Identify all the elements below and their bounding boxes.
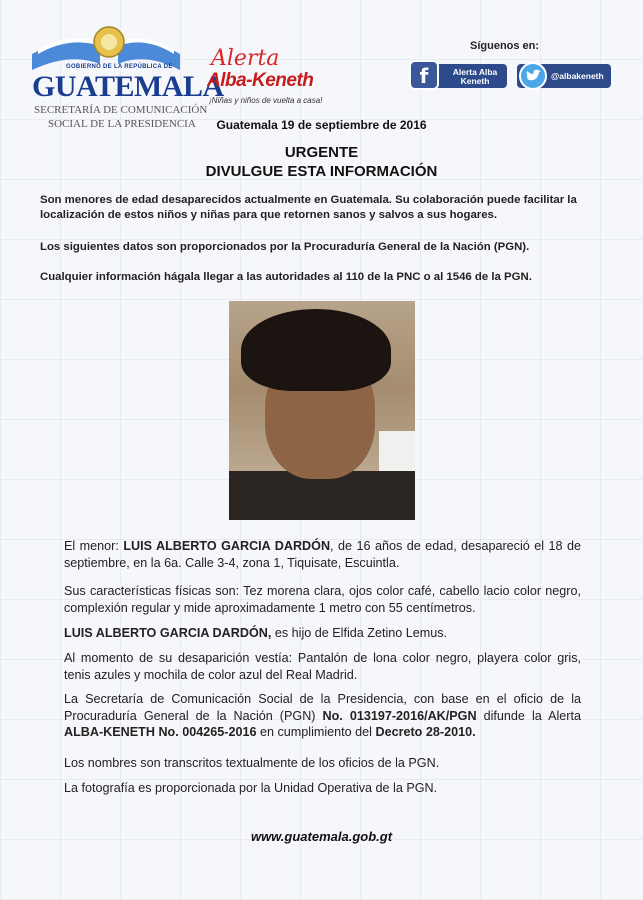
missing-person-name: LUIS ALBERTO GARCIA DARDÓN (123, 539, 331, 553)
logo-guatemala-text: GUATEMALA (32, 70, 224, 103)
facebook-label: Alerta Alba Keneth (452, 67, 498, 86)
report-paragraph-5: La Secretaría de Comunicación Social de la Presidencia, con base en el oficio de la Procuraduría General de la Nación (PGN) No. 013197-2016/AK/PGN difunde la Alerta ALBA-KENETH No. 004265-2016 en cumplimiento del Decreto 28-2010. (64, 692, 581, 739)
oficio-number: No. 013197-2016/AK/PGN (322, 708, 477, 723)
missing-person-photo (229, 301, 415, 520)
divulgue-line: DIVULGUE ESTA INFORMACIÓN (205, 163, 438, 180)
facebook-icon: f (409, 60, 439, 90)
urgent-line: URGENTE (284, 144, 359, 161)
logo-secretaria-line2: SOCIAL DE LA PRESIDENCIA (48, 118, 196, 130)
report-paragraph-2: Sus características físicas son: Tez morena clara, ojos color café, cabello lacio color negro, complexión regular y mide aproximadamente 1 metro con 55 centímetros. (64, 584, 581, 615)
report-paragraph-3: LUIS ALBERTO GARCIA DARDÓN, es hijo de Elfida Zetino Lemus. (64, 626, 448, 640)
alerta-name: Alba-Keneth (207, 70, 314, 91)
alerta-word: Alerta (211, 46, 280, 71)
urgent-heading (0, 143, 643, 181)
decreto-number: Decreto 28-2010. (375, 725, 476, 739)
report-date: Guatemala 19 de septiembre de 2016 (216, 118, 427, 132)
alerta-alba-keneth-logo (207, 46, 337, 110)
report-paragraph-7: La fotografía es proporcionada por la Unidad Operativa de la PGN. (64, 781, 438, 795)
twitter-link[interactable] (517, 64, 611, 88)
report-paragraph-1: El menor: LUIS ALBERTO GARCIA DARDÓN, de 16 años de edad, desapareció el 18 de septiembre, en la 6a. Calle 3-4, zona 1, Tiquisate, Escuintla. (64, 539, 581, 570)
intro-paragraph-2: Los siguientes datos son proporcionados por la Procuraduría General de la Nación (PGN). (40, 241, 530, 253)
facebook-link[interactable] (411, 64, 507, 88)
alerta-tagline: ¡Niñas y niños de vuelta a casa! (209, 96, 323, 105)
alerta-number: ALBA-KENETH No. 004265-2016 (64, 725, 257, 739)
twitter-label: @albakeneth (551, 71, 604, 81)
report-paragraph-6: Los nombres son transcritos textualmente de los oficios de la PGN. (64, 756, 440, 770)
intro-paragraph-3: Cualquier información hágala llegar a las autoridades al 110 de la PNC o al 1546 de la PGN. (40, 271, 532, 283)
logo-secretaria-line1: SECRETARÍA DE COMUNICACIÓN (34, 104, 208, 116)
website-link[interactable]: www.guatemala.gob.gt (250, 829, 393, 844)
report-paragraph-4: Al momento de su desaparición vestía: Pantalón de lona color negro, playera color gris, tenis azules y mochila de color azul del Real Madrid. (64, 651, 581, 682)
twitter-bird-icon (519, 62, 547, 90)
intro-paragraph-1: Son menores de edad desaparecidos actualmente en Guatemala. Su colaboración puede facilitar la localización de estos niños y niñas para que retornen sanos y salvos a sus hogares. (40, 194, 577, 221)
logo-small-text: GOBIERNO DE LA REPÚBLICA DE (66, 64, 173, 70)
missing-person-name-2: LUIS ALBERTO GARCIA DARDÓN, (64, 626, 272, 640)
follow-label: Síguenos en: (470, 40, 540, 52)
